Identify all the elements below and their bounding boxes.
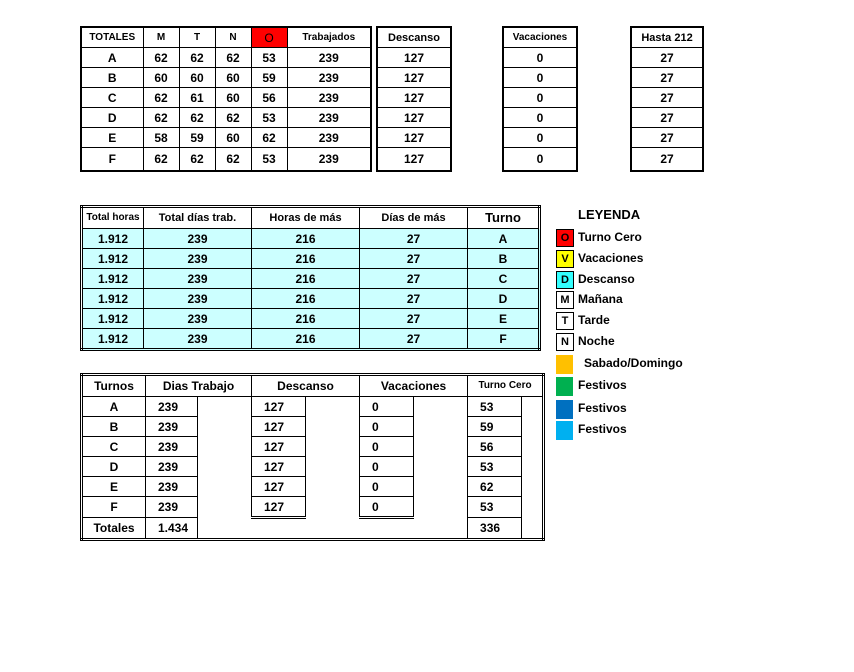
table-row bbox=[82, 397, 544, 417]
table-row bbox=[82, 457, 544, 477]
cell: 239 bbox=[146, 397, 198, 417]
vacaciones-table bbox=[502, 26, 578, 172]
cell: 0 bbox=[360, 457, 414, 477]
cell: 62 bbox=[143, 48, 179, 68]
cell: 216 bbox=[252, 309, 360, 329]
table-row bbox=[81, 88, 371, 108]
table-row bbox=[81, 48, 371, 68]
cell: 239 bbox=[146, 497, 198, 518]
table-row bbox=[82, 269, 540, 289]
table-row bbox=[82, 477, 544, 497]
cell: 127 bbox=[377, 68, 451, 88]
cell: 62 bbox=[215, 108, 251, 128]
cell: 1.912 bbox=[82, 309, 144, 329]
cell: 239 bbox=[287, 108, 371, 128]
cell: 27 bbox=[631, 128, 703, 148]
cell: 0 bbox=[360, 437, 414, 457]
cell: 239 bbox=[287, 48, 371, 68]
table-row bbox=[82, 417, 544, 437]
cell: Totales bbox=[82, 518, 146, 540]
header-cell: Descanso bbox=[377, 27, 451, 48]
cell: C bbox=[82, 437, 146, 457]
cell: 127 bbox=[377, 148, 451, 172]
cell: 127 bbox=[377, 108, 451, 128]
cell: 239 bbox=[146, 457, 198, 477]
cell: 1.912 bbox=[82, 249, 144, 269]
cell: 1.912 bbox=[82, 269, 144, 289]
cell: 127 bbox=[252, 477, 306, 497]
legend-label: Tarde bbox=[578, 313, 610, 327]
cell: 59 bbox=[251, 68, 287, 88]
cell: 336 bbox=[468, 518, 522, 540]
cell: 239 bbox=[144, 249, 252, 269]
cell: 53 bbox=[468, 457, 522, 477]
header-cell: Total horas bbox=[82, 207, 144, 229]
hasta-212-table bbox=[630, 26, 704, 172]
cell: 60 bbox=[215, 128, 251, 148]
cell: A bbox=[81, 48, 143, 68]
cell: B bbox=[81, 68, 143, 88]
header-cell: TOTALES bbox=[81, 27, 143, 48]
cell: 239 bbox=[144, 269, 252, 289]
cell: 59 bbox=[179, 128, 215, 148]
turnos-table bbox=[80, 373, 545, 541]
cell: 127 bbox=[252, 397, 306, 417]
table-row bbox=[82, 497, 544, 518]
cell: 62 bbox=[251, 128, 287, 148]
cell: 239 bbox=[144, 229, 252, 249]
cell: 0 bbox=[360, 477, 414, 497]
cell: 127 bbox=[252, 417, 306, 437]
cell: F bbox=[468, 329, 540, 350]
cell: 60 bbox=[215, 68, 251, 88]
cell: 0 bbox=[503, 68, 577, 88]
cell: E bbox=[81, 128, 143, 148]
legend-swatch bbox=[556, 355, 573, 374]
cell: 56 bbox=[468, 437, 522, 457]
cell: 53 bbox=[251, 108, 287, 128]
legend-label: Festivos bbox=[578, 401, 627, 415]
legend-swatch: T bbox=[556, 312, 574, 330]
cell: 216 bbox=[252, 289, 360, 309]
cell: 56 bbox=[251, 88, 287, 108]
cell: 127 bbox=[252, 457, 306, 477]
cell: 0 bbox=[360, 497, 414, 518]
cell: 60 bbox=[215, 88, 251, 108]
header-cell: Turno Cero bbox=[468, 375, 544, 397]
cell: 239 bbox=[144, 309, 252, 329]
cell: 27 bbox=[360, 329, 468, 350]
cell: 27 bbox=[360, 309, 468, 329]
cell: 53 bbox=[251, 148, 287, 172]
cell: 62 bbox=[143, 88, 179, 108]
header-cell: T bbox=[179, 27, 215, 48]
cell: 216 bbox=[252, 269, 360, 289]
table-row bbox=[81, 148, 371, 172]
cell: B bbox=[468, 249, 540, 269]
legend-swatch: M bbox=[556, 291, 574, 309]
cell: 239 bbox=[287, 128, 371, 148]
cell: 0 bbox=[360, 397, 414, 417]
cell: 53 bbox=[251, 48, 287, 68]
legend-swatch: D bbox=[556, 271, 574, 289]
cell: A bbox=[82, 397, 146, 417]
cell: 239 bbox=[144, 329, 252, 350]
cell: E bbox=[468, 309, 540, 329]
cell: 239 bbox=[287, 88, 371, 108]
totales-header-row bbox=[81, 27, 371, 48]
cell: D bbox=[82, 457, 146, 477]
cell: A bbox=[468, 229, 540, 249]
cell: 239 bbox=[146, 417, 198, 437]
cell: 216 bbox=[252, 229, 360, 249]
cell: 0 bbox=[503, 128, 577, 148]
legend-swatch: V bbox=[556, 250, 574, 268]
cell: 62 bbox=[179, 108, 215, 128]
cell: 53 bbox=[468, 397, 522, 417]
legend-swatch bbox=[556, 421, 573, 440]
cell: 27 bbox=[360, 289, 468, 309]
cell: 27 bbox=[631, 68, 703, 88]
legend-label: Vacaciones bbox=[578, 251, 644, 265]
legend-title: LEYENDA bbox=[578, 207, 641, 222]
header-cell: Hasta 212 bbox=[631, 27, 703, 48]
cell: 239 bbox=[146, 437, 198, 457]
cell: 1.912 bbox=[82, 329, 144, 350]
header-cell: Vacaciones bbox=[503, 27, 577, 48]
cell: 62 bbox=[143, 108, 179, 128]
legend-label: Festivos bbox=[578, 378, 627, 392]
header-cell: Trabajados bbox=[287, 27, 371, 48]
cell: 27 bbox=[360, 269, 468, 289]
cell: C bbox=[468, 269, 540, 289]
cell: 239 bbox=[144, 289, 252, 309]
header-cell: Turnos bbox=[82, 375, 146, 397]
cell: 62 bbox=[179, 48, 215, 68]
legend-label: Noche bbox=[578, 334, 615, 348]
cell: 1.434 bbox=[146, 518, 198, 540]
cell: F bbox=[82, 497, 146, 518]
header-cell: Turno bbox=[468, 207, 540, 229]
cell: 127 bbox=[377, 88, 451, 108]
cell: 0 bbox=[503, 108, 577, 128]
cell: 239 bbox=[287, 148, 371, 172]
header-cell: Días de más bbox=[360, 207, 468, 229]
cell: 60 bbox=[143, 68, 179, 88]
legend-label: Turno Cero bbox=[578, 230, 642, 244]
header-cell: Dias Trabajo bbox=[146, 375, 252, 397]
cell: 60 bbox=[179, 68, 215, 88]
cell: 62 bbox=[179, 148, 215, 172]
header-cell-turno-cero: O bbox=[251, 27, 287, 48]
cell: 27 bbox=[360, 249, 468, 269]
horas-header-row bbox=[82, 207, 540, 229]
cell: 53 bbox=[468, 497, 522, 518]
cell: 27 bbox=[631, 108, 703, 128]
table-row bbox=[81, 108, 371, 128]
table-row bbox=[82, 229, 540, 249]
header-cell: Descanso bbox=[252, 375, 360, 397]
cell: 216 bbox=[252, 249, 360, 269]
cell: 127 bbox=[377, 48, 451, 68]
cell: 127 bbox=[252, 437, 306, 457]
cell: E bbox=[82, 477, 146, 497]
legend-swatch: O bbox=[556, 229, 574, 247]
cell: B bbox=[82, 417, 146, 437]
table-row bbox=[82, 249, 540, 269]
cell: 0 bbox=[503, 48, 577, 68]
cell: 27 bbox=[631, 48, 703, 68]
header-cell: Vacaciones bbox=[360, 375, 468, 397]
cell: 58 bbox=[143, 128, 179, 148]
cell: 1.912 bbox=[82, 289, 144, 309]
cell: 1.912 bbox=[82, 229, 144, 249]
cell: 61 bbox=[179, 88, 215, 108]
cell: 27 bbox=[631, 88, 703, 108]
table-row bbox=[81, 128, 371, 148]
cell: 59 bbox=[468, 417, 522, 437]
descanso-table bbox=[376, 26, 452, 172]
cell: 62 bbox=[215, 148, 251, 172]
table-row bbox=[82, 329, 540, 350]
cell: 239 bbox=[287, 68, 371, 88]
horas-table bbox=[80, 205, 541, 351]
header-cell: M bbox=[143, 27, 179, 48]
totales-table bbox=[80, 26, 372, 172]
cell: D bbox=[81, 108, 143, 128]
legend-label: Descanso bbox=[578, 272, 635, 286]
cell: 0 bbox=[503, 148, 577, 172]
legend-swatch bbox=[556, 377, 573, 396]
header-cell: Total días trab. bbox=[144, 207, 252, 229]
table-row bbox=[82, 437, 544, 457]
cell: 127 bbox=[252, 497, 306, 518]
totals-row bbox=[82, 518, 544, 540]
cell: 0 bbox=[360, 417, 414, 437]
cell: 62 bbox=[215, 48, 251, 68]
table-row bbox=[82, 309, 540, 329]
legend-label: Mañana bbox=[578, 292, 623, 306]
cell: 27 bbox=[631, 148, 703, 172]
cell: 0 bbox=[503, 88, 577, 108]
cell: 239 bbox=[146, 477, 198, 497]
table-row bbox=[81, 68, 371, 88]
table-row bbox=[82, 289, 540, 309]
legend-label: Festivos bbox=[578, 422, 627, 436]
cell: 62 bbox=[143, 148, 179, 172]
cell: C bbox=[81, 88, 143, 108]
cell: F bbox=[81, 148, 143, 172]
cell: 216 bbox=[252, 329, 360, 350]
cell: 62 bbox=[468, 477, 522, 497]
header-cell: Horas de más bbox=[252, 207, 360, 229]
legend-swatch bbox=[556, 400, 573, 419]
header-cell: N bbox=[215, 27, 251, 48]
cell: 127 bbox=[377, 128, 451, 148]
cell: D bbox=[468, 289, 540, 309]
legend-swatch: N bbox=[556, 333, 574, 351]
turnos-header-row bbox=[82, 375, 544, 397]
cell: 27 bbox=[360, 229, 468, 249]
legend-label: Sabado/Domingo bbox=[584, 356, 683, 370]
